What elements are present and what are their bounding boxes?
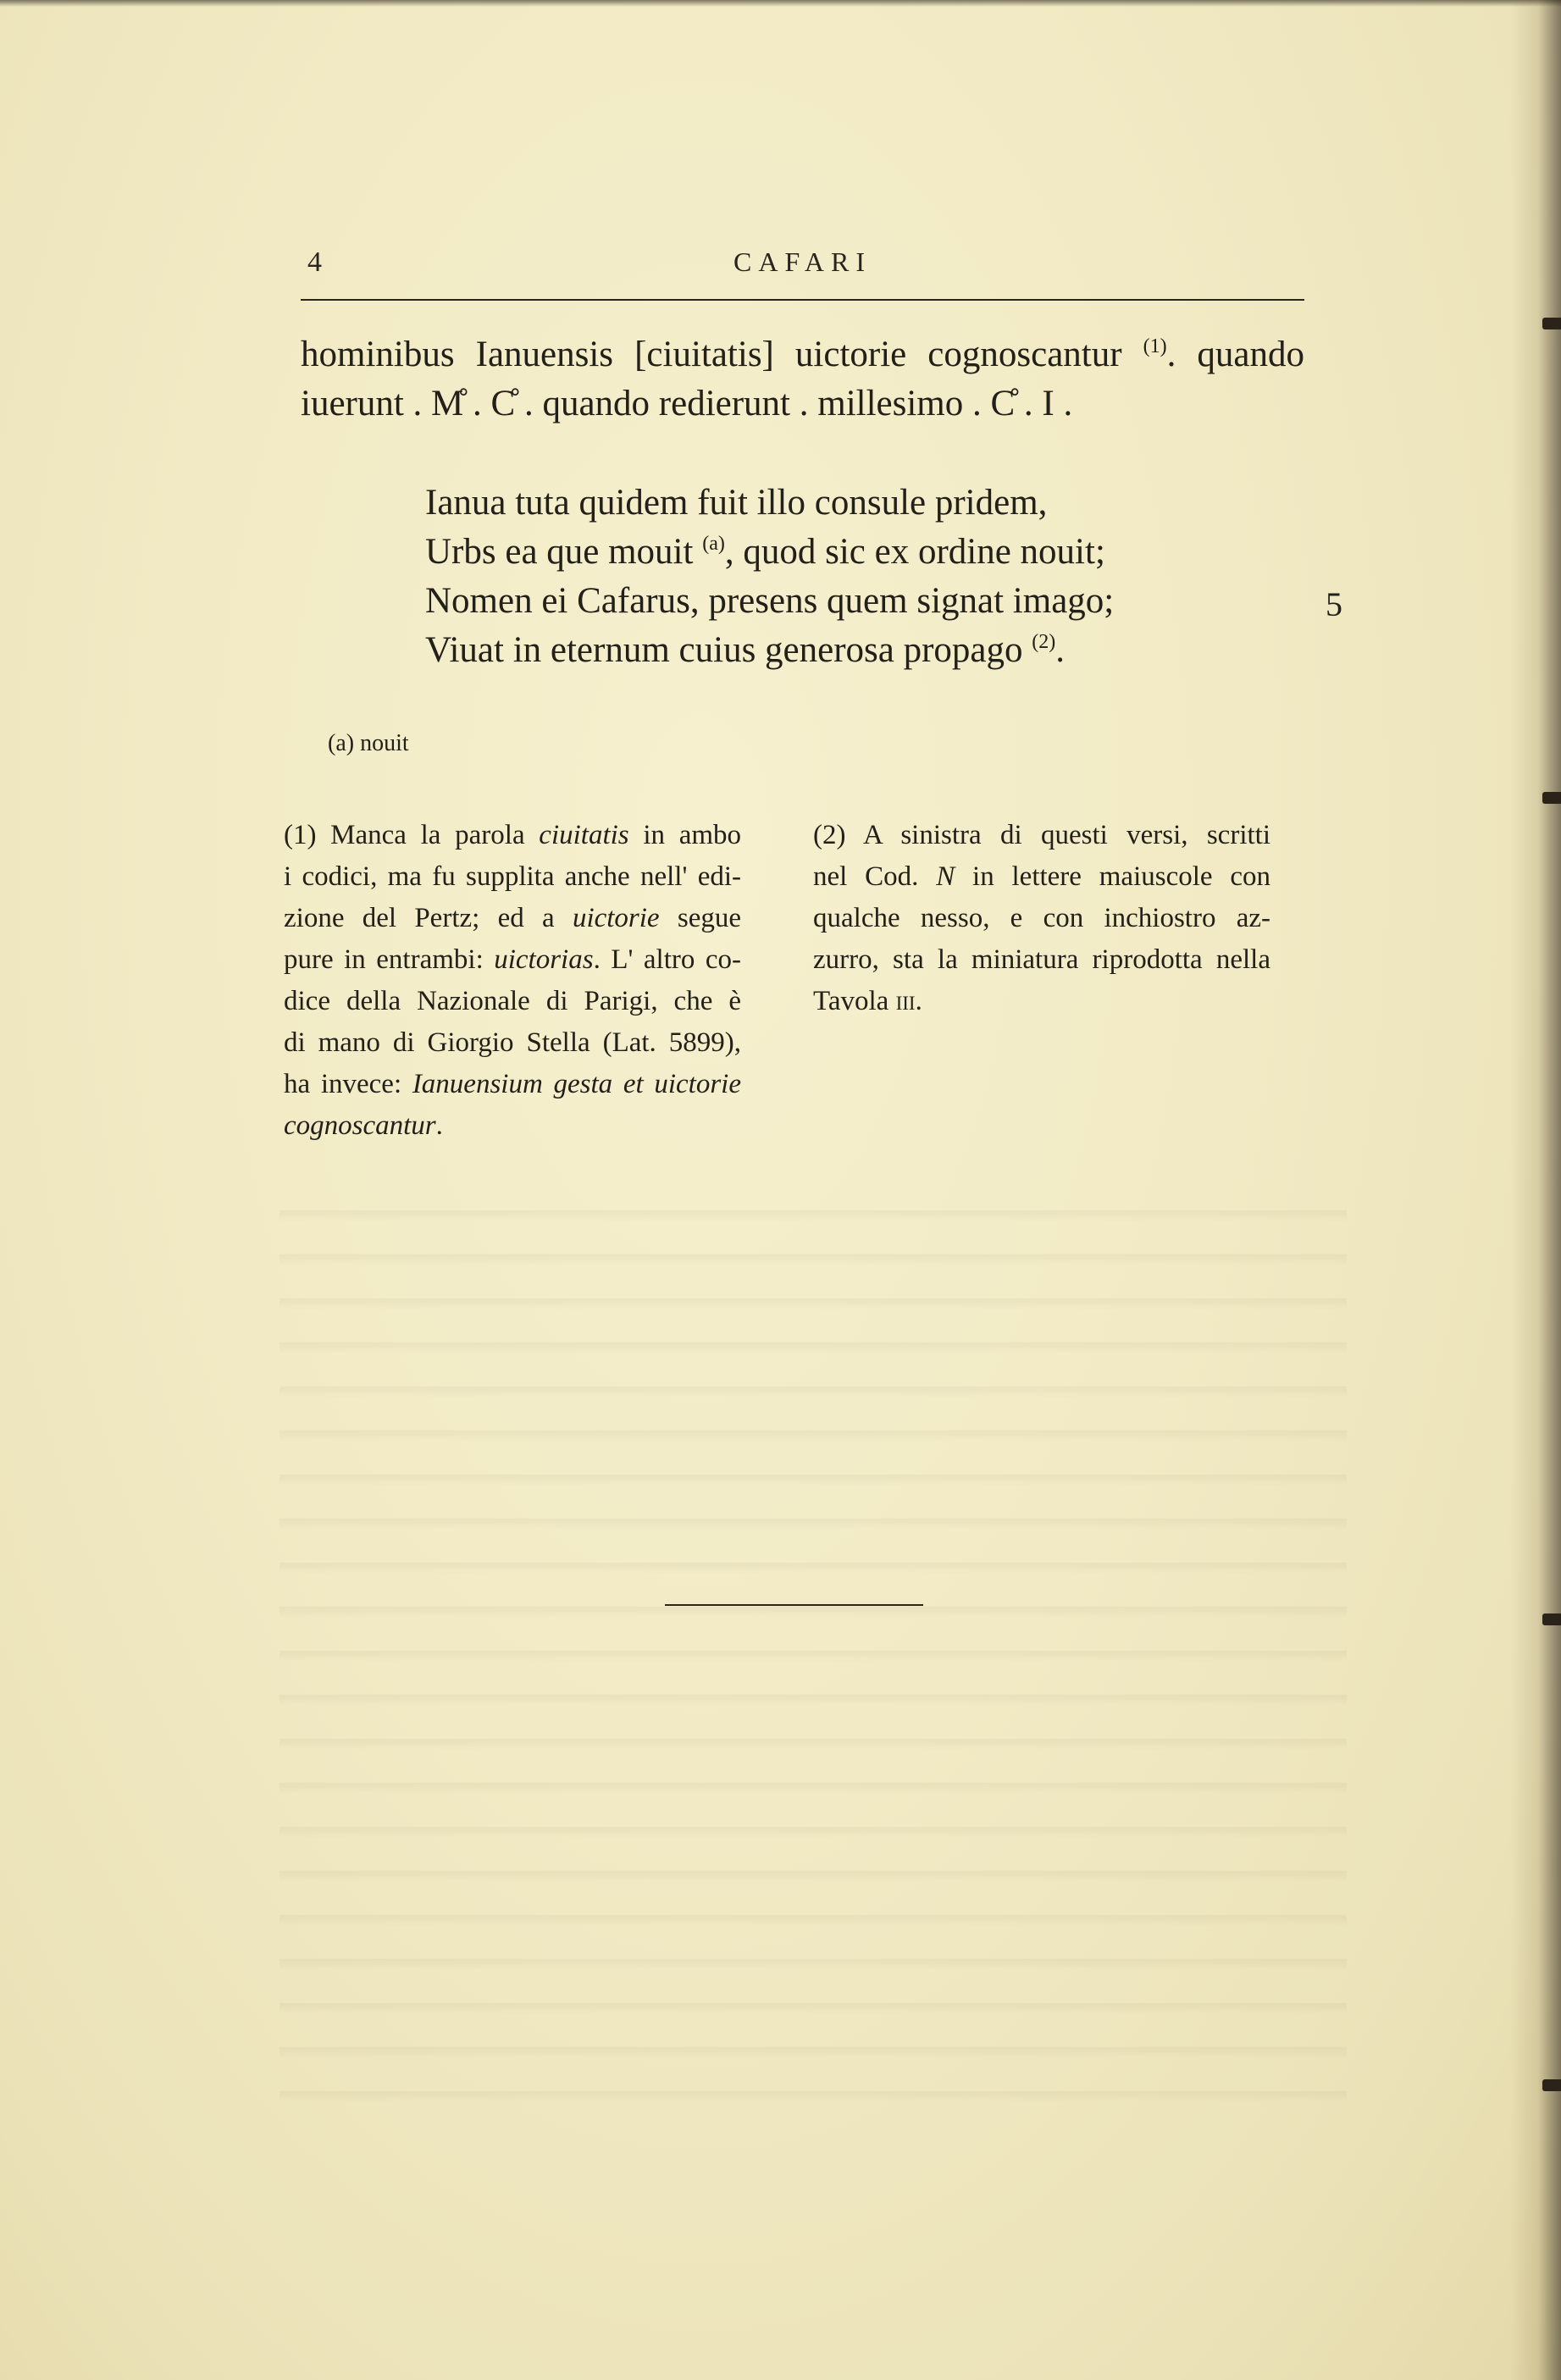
page-number: 4 (307, 246, 322, 278)
binding-mark (1542, 792, 1561, 804)
verse-line: Urbs ea que mouit $^{(a)}$, quod sic ex ordine nouit; (425, 532, 1105, 572)
variant-apparatus: (a) nouit (328, 730, 409, 756)
footnote-reference: (1) (1143, 335, 1167, 357)
verse-line: Ianua tuta quidem fuit illo consule pridem, (425, 483, 1048, 523)
footnote-line: nel Cod. N in lettere maiuscole con (813, 861, 1270, 892)
running-head (301, 241, 1304, 301)
main-text (301, 330, 1304, 429)
footnote-1 (284, 815, 741, 1147)
footnote-line: ha invece: Ianuensium gesta et uictorie (284, 1069, 741, 1099)
main-text-line: iuerunt . M̊ . C̊ . quando redierunt . millesimo . C̊ . I . (301, 384, 1073, 423)
verse-line: Viuat in eternum cuius generosa propago $^{(2)}$. (425, 630, 1065, 670)
footnote-line: dice della Nazionale di Parigi, che è (284, 986, 741, 1016)
verse-block (425, 479, 1238, 675)
verse-line-number: 5 (1326, 585, 1342, 623)
footnote-2 (813, 815, 1270, 1022)
footnote-line: zurro, sta la miniatura riprodotta nella (813, 944, 1270, 975)
footnote-line: (1) Manca la parola ciuitatis in ambo (284, 820, 742, 850)
page-top-edge (0, 0, 1561, 7)
footnote-line: zione del Pertz; ed a uictorie segue (284, 903, 742, 933)
footnote-line: di mano di Giorgio Stella (Lat. 5899), (284, 1027, 741, 1058)
footnote-line: i codici, ma fu supplita anche nell' edi- (284, 861, 741, 892)
verse-line: Nomen ei Cafarus, presens quem signat imago; (425, 581, 1115, 621)
footnote-reference: (2) (1032, 631, 1056, 653)
variant-reference: (a) (702, 533, 725, 555)
footnote-line: pure in entrambi: uictorias. L' altro co- (284, 944, 742, 975)
running-head-title: CAFARI (733, 246, 872, 277)
footnote-line: (2) A sinistra di questi versi, scritti (813, 820, 1270, 850)
show-through-texture (280, 1177, 1347, 2109)
page-right-edge (1510, 0, 1561, 2380)
binding-mark (1542, 2079, 1561, 2091)
binding-mark (1542, 318, 1561, 329)
binding-mark (1542, 1613, 1561, 1625)
footnote-line: Tavola iii. (813, 986, 922, 1016)
footnote-line: qualche nesso, e con inchiostro az- (813, 903, 1270, 933)
main-text-line: hominibus Ianuensis [ciuitatis] uictorie cognoscantur $^{(1)}$. quando (301, 335, 1304, 374)
closing-rule (665, 1604, 923, 1606)
footnote-line: cognoscantur. (284, 1110, 443, 1141)
